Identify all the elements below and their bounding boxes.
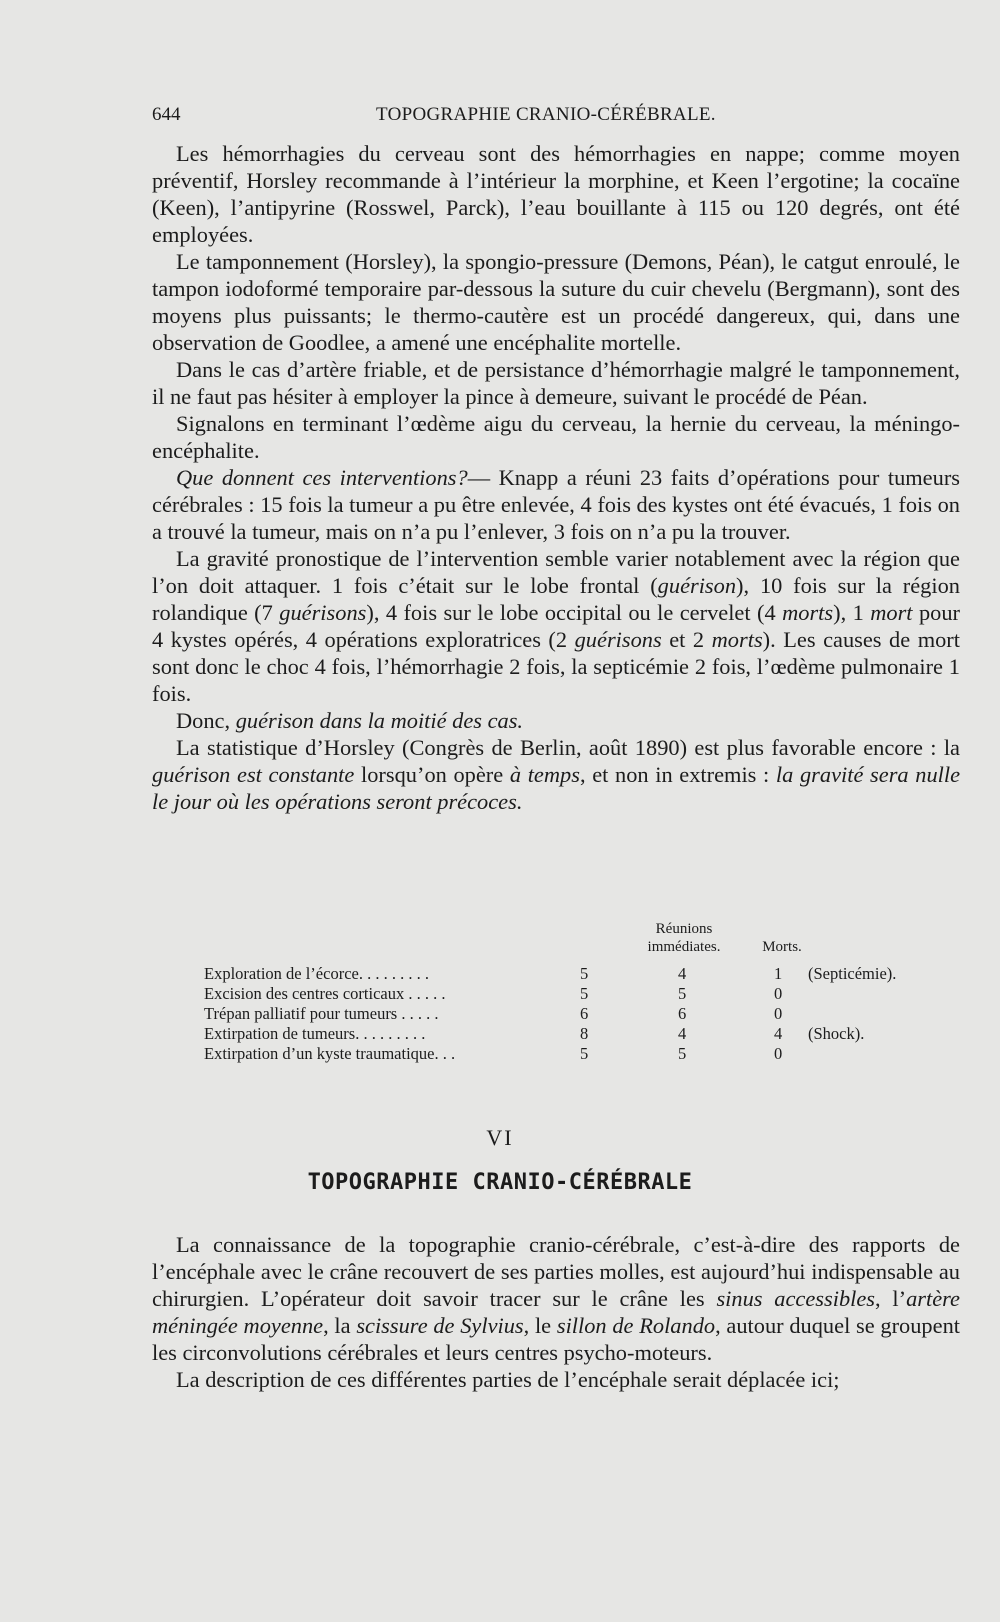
running-title: TOPOGRAPHIE CRANIO-CÉRÉBRALE.: [376, 104, 716, 125]
column-header-reunions: Réunions immédiates.: [647, 921, 721, 955]
page-header: [152, 104, 942, 134]
section-number: VI: [486, 1125, 514, 1150]
table-row: Extirpation d’un kyste traumatique. . . 5 5 0: [204, 1044, 783, 1063]
paragraph-description: La description de ces différentes parties de l’encéphale serait déplacée ici;: [176, 1367, 840, 1392]
table-row: Exploration de l’écorce. . . . . . . . . 5 4 1 (Septicémie).: [204, 964, 897, 983]
paragraph-hemorrhagies: Les hémorrhagies du cerveau sont des hémorrhagies en nappe; comme moyen préventif, Horsley recommande à l’intérieur la morphine, et Keen l’ergotine; la cocaïne (Keen), l’antipyrine (Rosswel, Parck), l’eau bouillante à 115 ou 120 degrés, ont été employées.: [152, 141, 960, 247]
main-text: [152, 140, 960, 815]
paragraph-statistique: La statistique d’Horsley (Congrès de Berlin, août 1890) est plus favorable encore : la guérison est constante lorsqu’on opère à temps, et non in extremis : la gravité sera nulle le jour où les opérations seront précoces.: [152, 735, 961, 814]
column-header-morts: Morts.: [762, 939, 802, 955]
paragraph-connaissance: La connaissance de la topographie cranio-cérébrale, c’est-à-dire des rapports de l’encéphale avec le crâne recouvert de ses parties molles, est aujourd’hui indispensable au chirurgien. L’opérateur doit savoir tracer sur le crâne les sinus accessibles, l’artère méningée moyenne, la scissure de Sylvius, le sillon de Rolando, autour duquel se groupent les circonvolutions cérébrales et leurs centres psycho-moteurs.: [152, 1232, 960, 1365]
italic-question: Que donnent ces interventions?: [176, 465, 468, 490]
section-title: TOPOGRAPHIE CRANIO-CÉRÉBRALE: [307, 1170, 693, 1195]
paragraph-artere-friable: Dans le cas d’artère friable, et de persistance d’hémorrhagie malgré le tamponnement, il ne faut pas hésiter à employer la pince à demeure, suivant le procédé de Péan.: [152, 357, 960, 409]
paragraph-interventions: Que donnent ces interventions?— Knapp a réuni 23 faits d’opérations pour tumeurs cérébrales : 15 fois la tumeur a pu être enlevée, 4 fois des kystes ont été évacués, 1 fois on a trouvé la tumeur, mais on n’a pu l’enlever, 3 fois on n’a pu la trouver.: [152, 465, 960, 544]
section-text: [152, 1231, 960, 1393]
paragraph-tamponnement: Le tamponnement (Horsley), la spongio-pressure (Demons, Péan), le catgut enroulé, le tampon iodoformé temporaire par-dessous la suture du cuir chevelu (Bergmann), sont des moyens plus puissants; le thermo-cautère est un procédé dangereux, qui, dans une observation de Goodlee, a amené une encéphalite mortelle.: [152, 249, 960, 355]
paragraph-oedeme: Signalons en terminant l’œdème aigu du cerveau, la hernie du cerveau, la méningo-encéphalite.: [152, 411, 960, 463]
paragraph-gravite: La gravité pronostique de l’intervention semble varier notablement avec la région que l’on doit attaquer. 1 fois c’était sur le lobe frontal (guérison), 10 fois sur la région rolandique (7 guérisons), 4 fois sur le lobe occipital ou le cervelet (4 morts), 1 mort pour 4 kystes opérés, 4 opérations exploratrices (2 guérisons et 2 morts). Les causes de mort sont donc le choc 4 fois, l’hémorrhagie 2 fois, la septicémie 2 fois, l’œdème pulmonaire 1 fois.: [152, 546, 960, 706]
page-number: 644: [152, 104, 181, 125]
table-row: Excision des centres corticaux . . . . . 5 5 0: [204, 984, 783, 1003]
table-row: Trépan palliatif pour tumeurs . . . . . 6 6 0: [204, 1004, 783, 1023]
paragraph-donc: Donc, guérison dans la moitié des cas.: [176, 708, 524, 733]
table-row: Extirpation de tumeurs. . . . . . . . . 8 4 4 (Shock).: [204, 1024, 865, 1043]
